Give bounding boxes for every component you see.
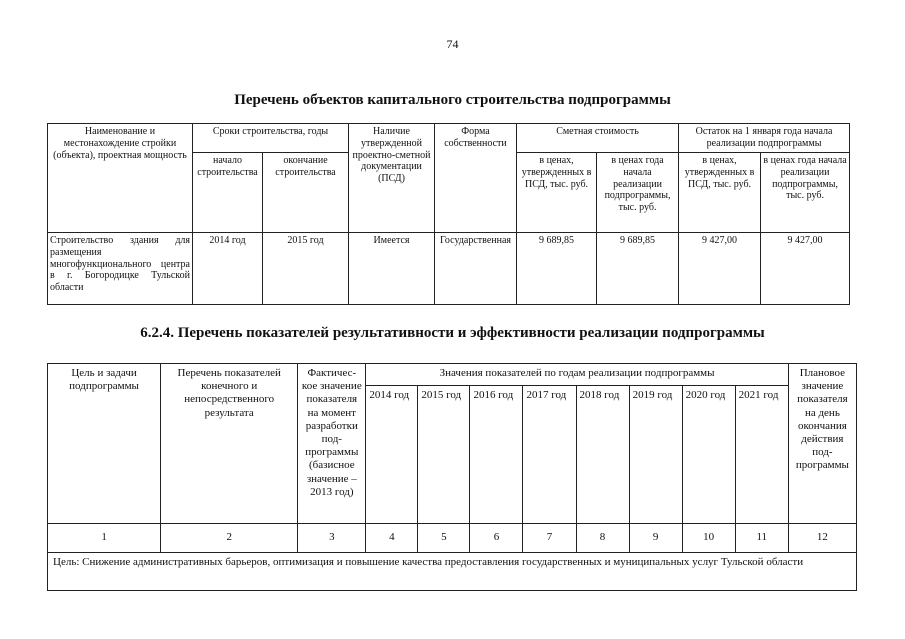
column-number: 4: [366, 524, 418, 553]
column-number: 11: [735, 524, 788, 553]
header-remain-psd: в ценах, утвержденных в ПСД, тыс. руб.: [679, 153, 761, 233]
header-cost-psd: в ценах, утвержденных в ПСД, тыс. руб.: [517, 153, 597, 233]
cell-ownership: Государственная: [435, 233, 517, 305]
header-remainder: Остаток на 1 января года начала реализации подпрограммы: [679, 124, 850, 153]
goal-text: Цель: Снижение административных барьеров, оптимизация и повышение качества предоставления государственных и муниципальных услуг Тульской области: [48, 553, 857, 591]
header-estimated-cost: Сметная стоимость: [517, 124, 679, 153]
column-number: 12: [788, 524, 856, 553]
goal-row: [48, 553, 857, 591]
cell-psd: Имеется: [349, 233, 435, 305]
page-number: 74: [446, 37, 459, 51]
cell-term-end: 2015 год: [263, 233, 349, 305]
header-year: 2019 год: [629, 386, 682, 524]
table-row: [48, 233, 850, 305]
column-number: 5: [418, 524, 470, 553]
cell-term-start: 2014 год: [193, 233, 263, 305]
column-number: 9: [629, 524, 682, 553]
column-number: 6: [470, 524, 523, 553]
cell-remain-psd: 9 427,00: [679, 233, 761, 305]
header-ownership: Форма собственности: [435, 124, 517, 233]
column-number: 10: [682, 524, 735, 553]
header-year: 2014 год: [366, 386, 418, 524]
header-planned-value: Плановое значение показателя на день окончания действия под-программы: [788, 364, 856, 524]
header-year: 2017 год: [523, 386, 576, 524]
header-year: 2016 год: [470, 386, 523, 524]
column-number: 2: [161, 524, 298, 553]
header-object-name: Наименование и местонахождение стройки (объекта), проектная мощность: [48, 124, 193, 233]
header-indicators: Перечень показателей конечного и непосредственного результата: [161, 364, 298, 524]
column-number: 3: [298, 524, 366, 553]
table2-title: 6.2.4. Перечень показателей результативности и эффективности реализации подпрограммы: [140, 325, 765, 341]
cell-remain-prog: 9 427,00: [761, 233, 850, 305]
header-cost-prog: в ценах года начала реализации подпрограммы, тыс. руб.: [597, 153, 679, 233]
header-year-values: Значения показателей по годам реализации подпрограммы: [366, 364, 788, 386]
column-number: 1: [48, 524, 161, 553]
column-numbers-row: [48, 524, 857, 553]
header-term-end: окончание строительства: [263, 153, 349, 233]
column-number: 8: [576, 524, 629, 553]
header-psd: Наличие утвержденной проектно-сметной документации (ПСД): [349, 124, 435, 233]
cell-cost-psd: 9 689,85: [517, 233, 597, 305]
header-construction-terms: Сроки строительства, годы: [193, 124, 349, 153]
header-year: 2021 год: [735, 386, 788, 524]
capital-construction-table: [47, 123, 850, 305]
header-year: 2015 год: [418, 386, 470, 524]
header-remain-prog: в ценах года начала реализации подпрограммы, тыс. руб.: [761, 153, 850, 233]
header-goal: Цель и задачи подпрограммы: [48, 364, 161, 524]
table1-title: Перечень объектов капитального строительства подпрограммы: [234, 92, 671, 108]
column-number: 7: [523, 524, 576, 553]
header-term-start: начало строительства: [193, 153, 263, 233]
header-year: 2020 год: [682, 386, 735, 524]
header-actual-value: Фактичес-кое значение показателя на момент разработки под-программы (базисное значение – 2013 год): [298, 364, 366, 524]
header-year: 2018 год: [576, 386, 629, 524]
performance-indicators-table: [47, 363, 857, 591]
cell-object-name: Строительство здания для размещения многофункционального центра в г. Богородицке Тульской области: [48, 233, 193, 305]
cell-cost-prog: 9 689,85: [597, 233, 679, 305]
